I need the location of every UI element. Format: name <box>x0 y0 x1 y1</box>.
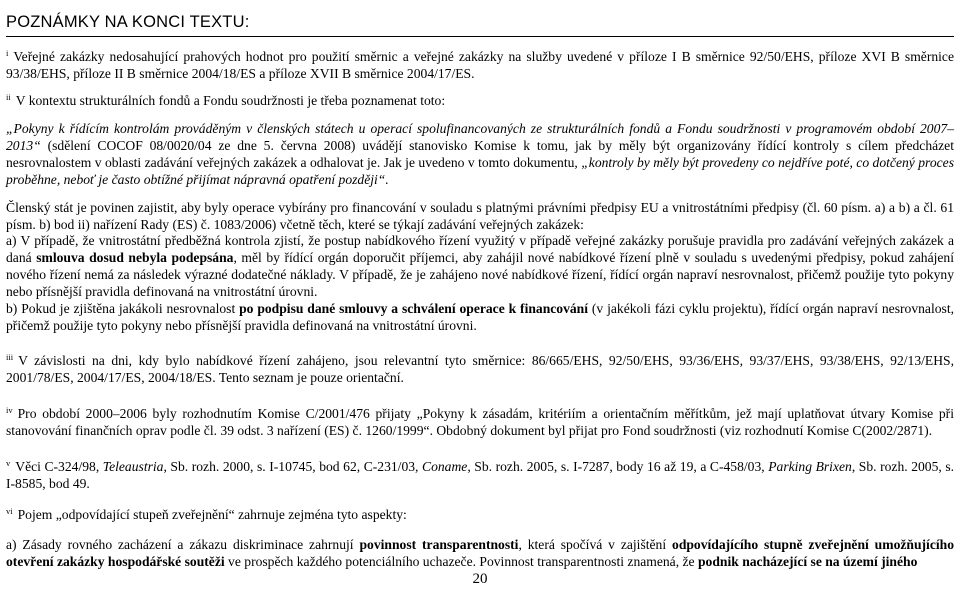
quote-body: (sdělení COCOF 08/0020/04 ze dne 5. června 2008) uvádějí stanovisko Komise k tomu, jak by měly být organizovány řídící kontroly s cílem předcházet nesrovnalostem v oblasti zadávání veřejných zakázek a odhalovat je. Jak je uvedeno v tomto dokumentu, <box>6 137 954 170</box>
point-a-text: a) Zásady rovného zacházení a zákazu diskriminace zahrnují <box>6 537 360 553</box>
case-name: Parking Brixen <box>768 459 852 475</box>
case-text: , Sb. rozh. 2005, s. I-7287, body 16 až 19, a C-458/03, <box>467 459 769 475</box>
page-number: 20 <box>472 571 488 587</box>
endnote-ii <box>6 92 954 110</box>
point-a-bold: podnik nacházející se na území jiného <box>697 554 918 570</box>
endnote-marker: i <box>6 47 9 58</box>
point-b-text: b) Pokud je zjištěna jakákoli nesrovnalost <box>6 301 240 317</box>
page-heading: POZNÁMKY NA KONCI TEXTU: <box>6 13 250 31</box>
endnote-vi <box>6 506 954 524</box>
endnote-ii-member-state: Členský stát je povinen zajistit, aby byly operace vybírány pro financování v souladu s platnými právními předpisy EU a vnitrostátními předpisy (čl. 60 písm. a) a b) a čl. 61 písm. b) bod ii) nařízení Rady (ES) č. 1083/2006) včetně těch, které se týkají zadávání veřejných zakázek: <box>6 199 954 232</box>
endnote-text: Pojem „odpovídající stupeň zveřejnění“ zahrnuje zejména tyto aspekty: <box>17 507 407 523</box>
point-b-bold: po podpisu dané smlouvy a schválení operace k financování <box>239 301 589 317</box>
case-name: Coname <box>422 459 468 475</box>
quote-title: „Pokyny k řídícím kontrolám prováděným v členských státech u operací spolufinancovaných ze strukturálních fondů a Fondu soudržnosti v programovém období 2007–2013“ <box>6 120 954 153</box>
endnote-marker: vi <box>6 506 13 517</box>
endnote-iii <box>6 352 954 387</box>
endnote-text: Pro období 2000–2006 byly rozhodnutím Komise C/2001/476 přijaty „Pokyny k zásadám, kritériím a orientačním měřítkům, jež mají uplatňovat útvary Komise při stanovování finančních oprav podle čl. 39 odst. 3 nařízení (ES) č. 1260/1999“. Obdobný dokument byl přijat pro Fond soudržnosti (viz rozhodnutí Komise C(2002/2871). <box>6 406 954 439</box>
endnote-ii-quote <box>6 121 954 189</box>
endnote-marker: v <box>6 458 11 469</box>
endnote-text: Veřejné zakázky nedosahující prahových hodnot pro použití směrnic a veřejné zakázky na služby uvedené v příloze I B směrnice 92/50/EHS, příloze XVI B směrnice 93/38/EHS, příloze II B směrnice 2004/18/ES a příloze XVII B směrnice 2004/17/ES. <box>6 48 954 81</box>
point-b-text-cont: (v jakékoli fázi cyklu projektu), řídící orgán napraví nesrovnalost, přičemž použije tyto pokyny nebo přísnější pravidla definovaná na vnitrostátní úrovni. <box>6 301 954 334</box>
endnote-v <box>6 458 954 493</box>
case-text: Věci C-324/98, <box>15 459 103 475</box>
point-a-bold: smlouva dosud nebyla podepsána <box>36 250 234 266</box>
endnote-marker: iv <box>6 405 13 416</box>
endnote-marker: ii <box>6 91 11 102</box>
point-a-text: , která spočívá v zajištění <box>518 537 673 553</box>
endnote-i <box>6 48 954 83</box>
endnote-text: V kontextu strukturálních fondů a Fondu soudržnosti je třeba poznamenat toto: <box>15 92 446 108</box>
point-a-text: a) V případě, že vnitrostátní předběžná kontrola zjistí, že postup nabídkového řízení využitý v případě veřejné zakázky porušuje pravidla pro zadávání veřejných zakázek a daná <box>6 233 954 266</box>
endnote-vi-point-a <box>6 537 954 571</box>
endnote-text: V závislosti na dni, kdy bylo nabídkové řízení zahájeno, jsou relevantní tyto směrnice: 86/665/EHS, 92/50/EHS, 93/36/EHS, 93/37/EHS, 93/38/EHS, 92/13/EHS, 2001/78/ES, 2004/17/ES, 2004/18/ES. Tento seznam je pouze orientační. <box>6 353 954 386</box>
case-text: , Sb. rozh. 2000, s. I-10745, bod 62, C-231/03, <box>163 459 423 475</box>
point-a-text: ve prospěch každého potenciálního uchazeče. Povinnost transparentnosti znamená, že <box>224 554 698 570</box>
endnote-iv <box>6 405 954 440</box>
quote-citation: „kontroly by měly být provedeny co nejdříve poté, co dotčený proces proběhne, neboť je často obtížné přijímat nápravná opatření později“. <box>6 154 954 187</box>
point-a-text-cont: , měl by řídící orgán doporučit příjemci, aby zahájil nové nabídkové řízení plně v souladu s uvedenými předpisy, pokud zahájení nového řízení nemá za následek výrazné dodatečné náklady. V případě, že je zahájeno nové nabídkové řízení, řídící orgán napraví nesrovnalost, přičemž použije tyto pokyny nebo přísnější pravidla definovaná na vnitrostátní úrovni. <box>6 250 954 300</box>
endnote-ii-point-a <box>6 233 954 301</box>
document-page <box>6 0 954 571</box>
point-a-bold: povinnost transparentnosti <box>359 537 519 553</box>
endnote-ii-point-b <box>6 301 954 335</box>
heading-rule <box>6 36 954 37</box>
endnote-marker: iii <box>6 352 14 363</box>
case-name: Teleaustria <box>102 459 164 475</box>
point-a-bold: odpovídajícího stupně zveřejnění umožňujícího otevření zakázky hospodářské soutěži <box>6 537 954 570</box>
case-text: , Sb. rozh. 2005, s. I-8585, bod 49. <box>6 459 955 492</box>
